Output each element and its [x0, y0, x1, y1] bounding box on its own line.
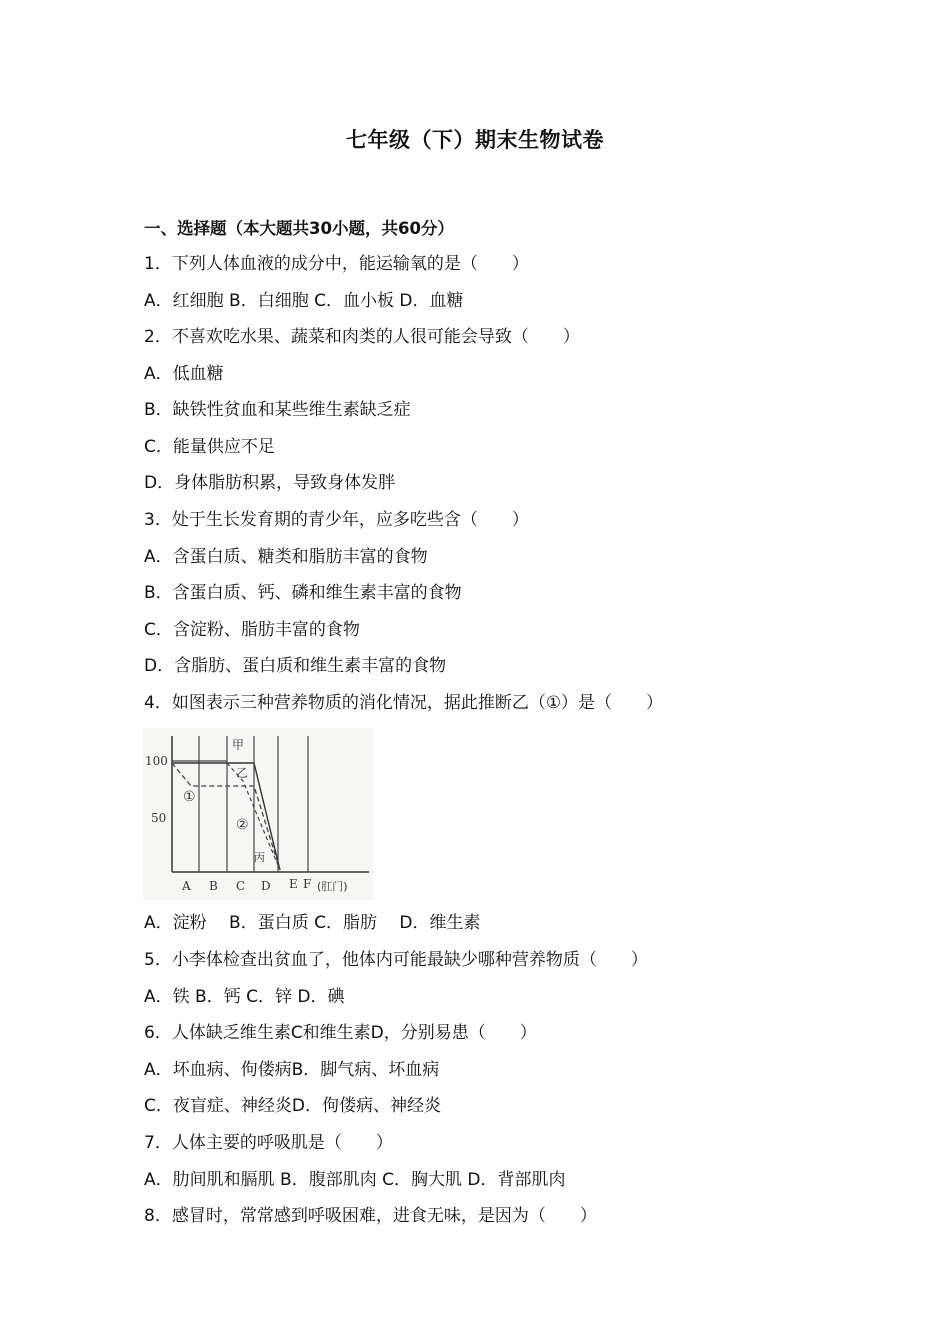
- question-2-option-a: A．低血糖: [144, 364, 224, 384]
- question-3-option-b: B．含蛋白质、钙、磷和维生素丰富的食物: [144, 583, 462, 603]
- section-heading: 一、选择题（本大题共30小题，共60分）: [144, 219, 454, 238]
- question-4: 4．如图表示三种营养物质的消化情况，据此推断乙（①）是（ ）: [144, 693, 664, 713]
- curve-label-jia: 甲: [232, 738, 245, 752]
- digestion-figure: [143, 728, 373, 900]
- x-label-f: F: [303, 877, 312, 891]
- question-3-option-c: C．含淀粉、脂肪丰富的食物: [144, 620, 360, 640]
- curve-label-yi: 乙: [236, 766, 249, 780]
- question-2-option-d: D．身体脂肪积累，导致身体发胖: [144, 473, 396, 493]
- question-1: 1．下列人体血液的成分中，能运输氧的是（ ）: [144, 254, 529, 274]
- question-7: 7．人体主要的呼吸肌是（ ）: [144, 1133, 393, 1153]
- question-2-option-c: C．能量供应不足: [144, 437, 275, 457]
- x-label-b: B: [209, 879, 218, 893]
- question-3-option-a: A．含蛋白质、糖类和脂肪丰富的食物: [144, 547, 428, 567]
- y-tick-50: 50: [151, 811, 167, 825]
- circle-label-1: ①: [183, 789, 196, 805]
- page-title: 七年级（下）期末生物试卷: [346, 128, 604, 152]
- question-1-options: A．红细胞 B．白细胞 C．血小板 D．血糖: [144, 291, 464, 311]
- question-2: 2．不喜欢吃水果、蔬菜和肉类的人很可能会导致（ ）: [144, 327, 580, 347]
- question-6: 6．人体缺乏维生素C和维生素D，分别易患（ ）: [144, 1023, 537, 1043]
- question-3: 3．处于生长发育期的青少年，应多吃些含（ ）: [144, 510, 529, 530]
- question-6-options-ab: A．坏血病、佝偻病B．脚气病、坏血病: [144, 1060, 440, 1080]
- circle-label-2: ②: [236, 817, 249, 833]
- y-tick-100: 100: [145, 754, 168, 768]
- question-6-options-cd: C．夜盲症、神经炎D．佝偻病、神经炎: [144, 1096, 441, 1116]
- question-3-option-d: D．含脂肪、蛋白质和维生素丰富的食物: [144, 656, 447, 676]
- question-5-options: A．铁 B．钙 C．锌 D．碘: [144, 987, 345, 1007]
- question-2-option-b: B．缺铁性贫血和某些维生素缺乏症: [144, 400, 411, 420]
- question-4-options: A．淀粉 B．蛋白质 C．脂肪 D．维生素: [144, 913, 481, 933]
- question-8: 8．感冒时，常常感到呼吸困难，进食无味，是因为（ ）: [144, 1206, 597, 1226]
- x-label-d: D: [261, 879, 271, 893]
- question-5: 5．小李体检查出贫血了，他体内可能最缺少哪种营养物质（ ）: [144, 950, 648, 970]
- x-label-a: A: [182, 879, 191, 893]
- x-end-label: (肛门): [317, 880, 348, 893]
- x-label-e: E: [289, 877, 298, 891]
- question-7-options: A．肋间肌和膈肌 B．腹部肌肉 C．胸大肌 D．背部肌肉: [144, 1170, 566, 1190]
- curve-label-bing: 丙: [254, 851, 265, 864]
- x-label-c: C: [236, 879, 246, 893]
